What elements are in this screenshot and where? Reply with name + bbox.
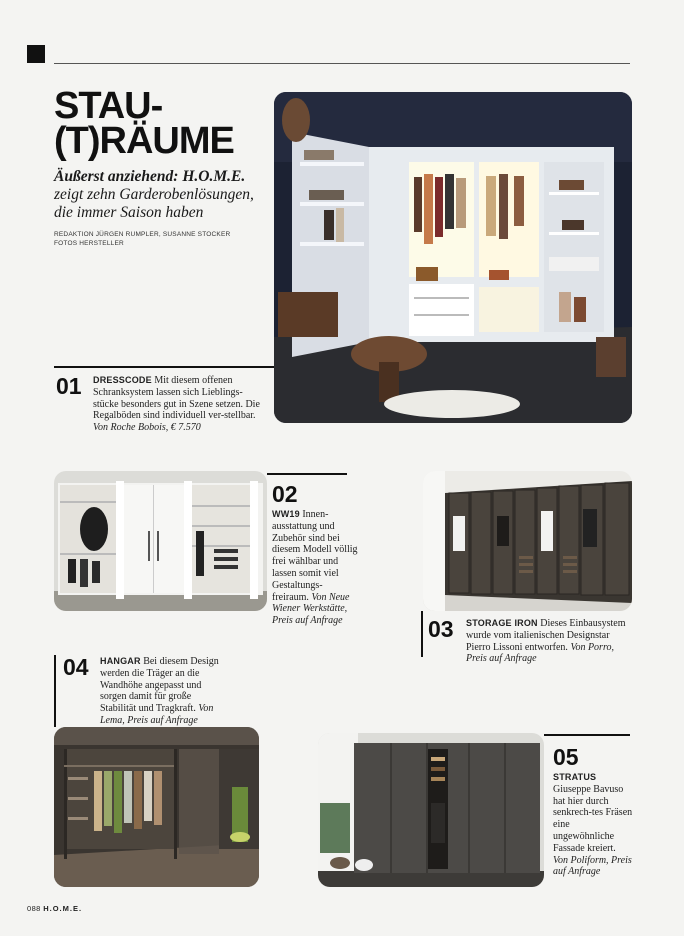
rule-storage-iron (421, 611, 423, 657)
item-name-storage-iron: STORAGE IRON (466, 618, 538, 628)
page-title (54, 85, 234, 162)
caption-dresscode (93, 375, 265, 434)
item-text-dresscode: Mit diesem offenen Schranksystem lassen sich Lieblings-stücke besonders gut in Szene setzen. Die Regalböden sind individuell ver-stellbar. (93, 375, 260, 422)
number-02: 02 (272, 481, 298, 507)
rule-ww19 (267, 473, 347, 475)
magazine-name: H.O.M.E. (43, 904, 83, 913)
corner-square (27, 45, 45, 63)
caption-hangar (100, 656, 220, 727)
item-text-storage-iron: Dieses Einbausystem wurde vom italienischen Designstar Pierro Lissoni entworfen. (466, 618, 626, 653)
photo-hangar (54, 727, 259, 887)
number-01: 01 (56, 373, 82, 399)
subtitle-lead: Äußerst anziehend: H.O.M.E. (54, 168, 246, 185)
item-source-stratus: Von Poliform, Preis auf Anfrage (553, 854, 632, 878)
credits (54, 230, 230, 248)
item-name-stratus: STRATUS (553, 772, 597, 782)
rule-dresscode (54, 366, 274, 368)
caption-stratus (553, 772, 633, 878)
item-source-dresscode: Von Roche Bobois, € 7.570 (93, 422, 201, 434)
number-03: 03 (428, 616, 454, 642)
photo-stratus (318, 733, 544, 887)
top-rule (54, 63, 630, 64)
item-source-ww19: Von Neue Wiener Werkstätte, Preis auf Anfrage (272, 591, 350, 627)
item-name-ww19: WW19 (272, 509, 300, 519)
caption-ww19 (272, 509, 358, 627)
item-text-ww19: Innen-ausstattung und Zubehör sind bei diesem Modell völlig frei wählbar und lassen somit viel Gestaltungs-freiraum. (272, 509, 358, 603)
title-line-2: (T)RÄUME (54, 120, 234, 162)
footer (27, 904, 82, 913)
item-source-hangar: Von Lema, Preis auf Anfrage (100, 703, 214, 726)
number-05: 05 (553, 744, 579, 770)
photo-dresscode (274, 92, 632, 423)
item-text-stratus: Giuseppe Bavuso hat hier durch senkrech-tes Fräsen eine ungewöhnliche Fassade kreiert. (553, 783, 633, 854)
caption-storage-iron (466, 618, 630, 665)
credits-editors: REDAKTION JÜRGEN RUMPLER, SUSANNE STOCKER (54, 231, 231, 238)
item-name-hangar: HANGAR (100, 656, 141, 666)
item-name-dresscode: DRESSCODE (93, 375, 152, 385)
number-04: 04 (63, 654, 89, 680)
rule-hangar (54, 655, 56, 727)
credits-photos: FOTOS HERSTELLER (54, 240, 124, 247)
photo-storage-iron (423, 471, 632, 611)
subtitle (54, 168, 269, 222)
title-line-1: STAU- (54, 85, 163, 127)
subtitle-rest: zeigt zehn Garderobenlösungen, die immer Saison haben (54, 186, 254, 221)
item-text-hangar: Bei diesem Design werden die Träger an die Wandhöhe angepasst und sorgen damit für große Stabilität und Tragkraft. (100, 656, 219, 715)
item-source-storage-iron: Von Porro, Preis auf Anfrage (466, 641, 614, 665)
page-number: 088 (27, 904, 41, 913)
photo-ww19 (54, 471, 267, 611)
rule-stratus (544, 734, 630, 736)
